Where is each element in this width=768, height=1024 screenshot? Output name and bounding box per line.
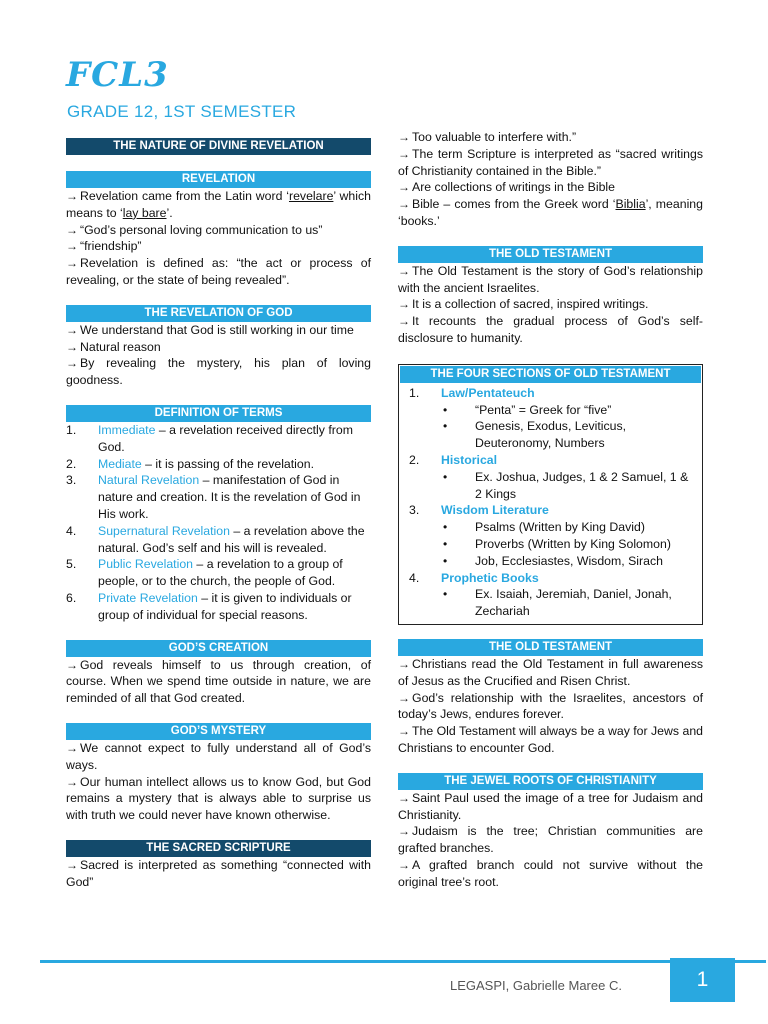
right-arrow-icon: → <box>398 656 410 671</box>
section-header-nature: THE NATURE OF DIVINE REVELATION <box>66 138 371 155</box>
paragraph <box>66 657 371 707</box>
list-item <box>66 523 371 557</box>
doc-title: FCL3 <box>66 55 169 95</box>
section-label: Wisdom Literature <box>441 503 549 518</box>
paragraph <box>66 857 371 891</box>
text: Judaism is the tree; Christian communities are grafted branches. <box>398 824 703 856</box>
text: ’ which means to ‘ <box>66 189 371 220</box>
section-header-scripture: THE SACRED SCRIPTURE <box>66 840 371 857</box>
text: Revelation came from the Latin word ‘ <box>80 189 289 203</box>
underlined-word: lay bare <box>122 205 167 220</box>
bullet-item <box>409 553 696 570</box>
scripture-continued <box>398 129 703 230</box>
old-testament-section-2 <box>398 639 703 757</box>
paragraph <box>398 823 703 857</box>
item-number: 3. <box>409 503 420 518</box>
item-number: 6. <box>66 590 77 605</box>
footer-author: LEGASPI, Gabrielle Maree C. <box>450 978 622 993</box>
list-item <box>66 456 371 473</box>
text: By revealing the mystery, his plan of loving goodness. <box>66 356 371 388</box>
list-item <box>409 570 696 587</box>
definition: – a revelation received directly from God. <box>98 422 353 454</box>
section-header-creation: GOD’S CREATION <box>66 640 371 657</box>
paragraph <box>66 188 371 222</box>
text: Ex. Isaiah, Jeremiah, Daniel, Jonah, Zechariah <box>475 587 672 619</box>
right-arrow-icon: → <box>398 180 410 195</box>
paragraph <box>66 322 371 339</box>
bullet-icon: • <box>443 402 448 417</box>
list-item <box>66 590 371 624</box>
right-arrow-icon: → <box>66 239 78 254</box>
paragraph <box>398 146 703 180</box>
sections-list <box>399 384 702 624</box>
paragraph <box>398 857 703 891</box>
old-testament-section <box>398 246 703 347</box>
left-column <box>66 138 371 907</box>
item-number: 1. <box>409 385 420 400</box>
revelation-of-god-section <box>66 305 371 389</box>
list-item <box>66 472 371 522</box>
right-arrow-icon: → <box>66 657 78 672</box>
right-column <box>398 129 703 906</box>
text: Sacred is interpreted as something “connected with God” <box>66 857 371 889</box>
right-arrow-icon: → <box>66 857 78 872</box>
right-arrow-icon: → <box>66 222 78 237</box>
text: We understand that God is still working in our time <box>80 322 354 337</box>
jewel-roots-section <box>398 773 703 891</box>
right-arrow-icon: → <box>398 314 410 329</box>
underlined-word: Biblia <box>615 197 646 212</box>
nature-section <box>66 138 371 155</box>
list-item <box>66 556 371 590</box>
bullet-icon: • <box>443 469 448 484</box>
text: We cannot expect to fully understand all of God’s ways. <box>66 740 371 772</box>
definition: – manifestation of God in nature and creation. It is the revelation of God in His work. <box>98 473 361 521</box>
text: Ex. Joshua, Judges, 1 & 2 Samuel, 1 & 2 Kings <box>475 469 689 501</box>
bullet-icon: • <box>443 553 448 568</box>
list-item <box>409 385 696 402</box>
text: The Old Testament will always be a way for Jews and Christians to encounter God. <box>398 724 703 755</box>
right-arrow-icon: → <box>66 256 78 271</box>
paragraph <box>398 296 703 313</box>
text: Natural reason <box>80 339 161 354</box>
right-arrow-icon: → <box>66 339 78 354</box>
bullet-item <box>409 469 696 503</box>
paragraph <box>398 129 703 146</box>
page-number: 1 <box>670 958 735 1002</box>
item-number: 1. <box>66 422 77 437</box>
right-arrow-icon: → <box>398 824 410 839</box>
right-arrow-icon: → <box>66 740 78 755</box>
text: Job, Ecclesiastes, Wisdom, Sirach <box>475 553 663 568</box>
paragraph <box>398 723 703 757</box>
definitions-list <box>66 422 371 624</box>
text: Bible – comes from the Greek word ‘ <box>412 197 616 212</box>
text: The term Scripture is interpreted as “sacred writings of Christianity contained in the Bible.” <box>398 146 703 178</box>
mystery-section <box>66 723 371 824</box>
right-arrow-icon: → <box>66 189 78 203</box>
text: ’. <box>166 205 173 220</box>
bullet-icon: • <box>443 536 448 551</box>
section-header-revelation-of-god: THE REVELATION OF GOD <box>66 305 371 322</box>
right-arrow-icon: → <box>398 197 410 212</box>
text: It recounts the gradual process of God’s self-disclosure to humanity. <box>398 314 703 345</box>
definition: – a revelation to a group of people, or to the church, the people of God. <box>98 557 343 589</box>
right-arrow-icon: → <box>398 297 410 312</box>
text: “God’s personal loving communication to us” <box>80 222 323 237</box>
paragraph <box>66 339 371 356</box>
definition: – a revelation above the natural. God’s self and his will is revealed. <box>98 523 365 555</box>
paragraph <box>66 255 371 289</box>
section-header-four-sections: THE FOUR SECTIONS OF OLD TESTAMENT <box>400 366 701 383</box>
paragraph <box>398 690 703 724</box>
text: Proverbs (Written by King Solomon) <box>475 536 671 551</box>
item-number: 3. <box>66 473 77 488</box>
paragraph <box>398 196 703 230</box>
bullet-item <box>409 418 696 452</box>
paragraph <box>398 179 703 196</box>
list-item <box>409 452 696 469</box>
paragraph <box>66 222 371 239</box>
right-arrow-icon: → <box>66 356 78 371</box>
term: Mediate <box>98 456 142 471</box>
creation-section <box>66 640 371 707</box>
right-arrow-icon: → <box>66 322 78 337</box>
right-arrow-icon: → <box>398 790 410 805</box>
section-header-mystery: GOD’S MYSTERY <box>66 723 371 740</box>
underlined-word: revelare <box>288 189 334 203</box>
bullet-item <box>409 519 696 536</box>
bullet-icon: • <box>443 419 448 434</box>
section-header-old-testament: THE OLD TESTAMENT <box>398 246 703 263</box>
text: Are collections of writings in the Bible <box>412 180 615 195</box>
text: The Old Testament is the story of God’s relationship with the ancient Israelites. <box>398 263 703 295</box>
right-arrow-icon: → <box>398 130 410 144</box>
text: ’, meaning ‘books.’ <box>398 197 703 228</box>
paragraph <box>66 740 371 774</box>
scripture-section <box>66 840 371 891</box>
section-label: Prophetic Books <box>441 570 539 585</box>
term: Public Revelation <box>98 557 194 572</box>
text: Too valuable to interfere with.” <box>412 130 577 144</box>
right-arrow-icon: → <box>398 857 410 872</box>
paragraph <box>66 355 371 389</box>
section-header-old-testament-2: THE OLD TESTAMENT <box>398 639 703 656</box>
bullet-item <box>409 586 696 620</box>
definitions-section <box>66 405 371 624</box>
list-item <box>66 422 371 456</box>
text: Revelation is defined as: “the act or process of revealing, or the state of being revealed”. <box>66 256 371 287</box>
section-header-definitions: DEFINITION OF TERMS <box>66 405 371 422</box>
paragraph <box>66 774 371 824</box>
right-arrow-icon: → <box>398 724 410 739</box>
paragraph <box>398 656 703 690</box>
paragraph <box>66 238 371 255</box>
text: It is a collection of sacred, inspired writings. <box>412 297 649 312</box>
paragraph <box>398 790 703 824</box>
item-number: 2. <box>66 456 77 471</box>
text: Psalms (Written by King David) <box>475 520 645 535</box>
item-number: 5. <box>66 557 77 572</box>
term: Immediate <box>98 422 156 437</box>
bullet-icon: • <box>443 587 448 602</box>
revelation-section <box>66 171 371 289</box>
paragraph <box>398 263 703 297</box>
text: “Penta” = Greek for “five” <box>475 402 612 417</box>
definition: – it is passing of the revelation. <box>141 456 315 471</box>
section-header-jewel-roots: THE JEWEL ROOTS OF CHRISTIANITY <box>398 773 703 790</box>
right-arrow-icon: → <box>398 146 410 161</box>
bullet-icon: • <box>443 520 448 535</box>
section-label: Law/Pentateuch <box>441 385 535 400</box>
right-arrow-icon: → <box>398 263 410 278</box>
text: Genesis, Exodus, Leviticus, Deuteronomy, Numbers <box>475 419 627 451</box>
section-label: Historical <box>441 452 498 467</box>
item-number: 2. <box>409 452 420 467</box>
bullet-item <box>409 402 696 419</box>
doc-subtitle: GRADE 12, 1ST SEMESTER <box>67 102 297 121</box>
term: Natural Revelation <box>98 473 200 488</box>
right-arrow-icon: → <box>66 774 78 789</box>
text: Saint Paul used the image of a tree for Judaism and Christianity. <box>398 790 703 822</box>
text: God reveals himself to us through creation, of course. When we spend time outside in nature, we are reminded of all that God created. <box>66 657 371 706</box>
paragraph <box>398 313 703 347</box>
text: God’s relationship with the Israelites, ancestors of today’s Jews, endures forever. <box>398 690 703 722</box>
text: Our human intellect allows us to know God, but God remains a mystery that is always able to surprise us with truth we could never have known otherwise. <box>66 774 371 823</box>
definition: – it is given to individuals or group of individual for special reasons. <box>98 590 352 622</box>
term: Supernatural Revelation <box>98 523 230 538</box>
footer-divider <box>40 960 766 963</box>
four-sections-box <box>398 364 703 625</box>
section-header-revelation: REVELATION <box>66 171 371 188</box>
right-arrow-icon: → <box>398 690 410 705</box>
text: A grafted branch could not survive without the original tree’s root. <box>398 857 703 889</box>
text: Christians read the Old Testament in full awareness of Jesus as the Crucified and Risen Christ. <box>398 656 703 688</box>
bullet-item <box>409 536 696 553</box>
item-number: 4. <box>409 570 420 585</box>
list-item <box>409 502 696 519</box>
term: Private Revelation <box>98 590 198 605</box>
text: “friendship” <box>80 239 142 254</box>
item-number: 4. <box>66 523 77 538</box>
